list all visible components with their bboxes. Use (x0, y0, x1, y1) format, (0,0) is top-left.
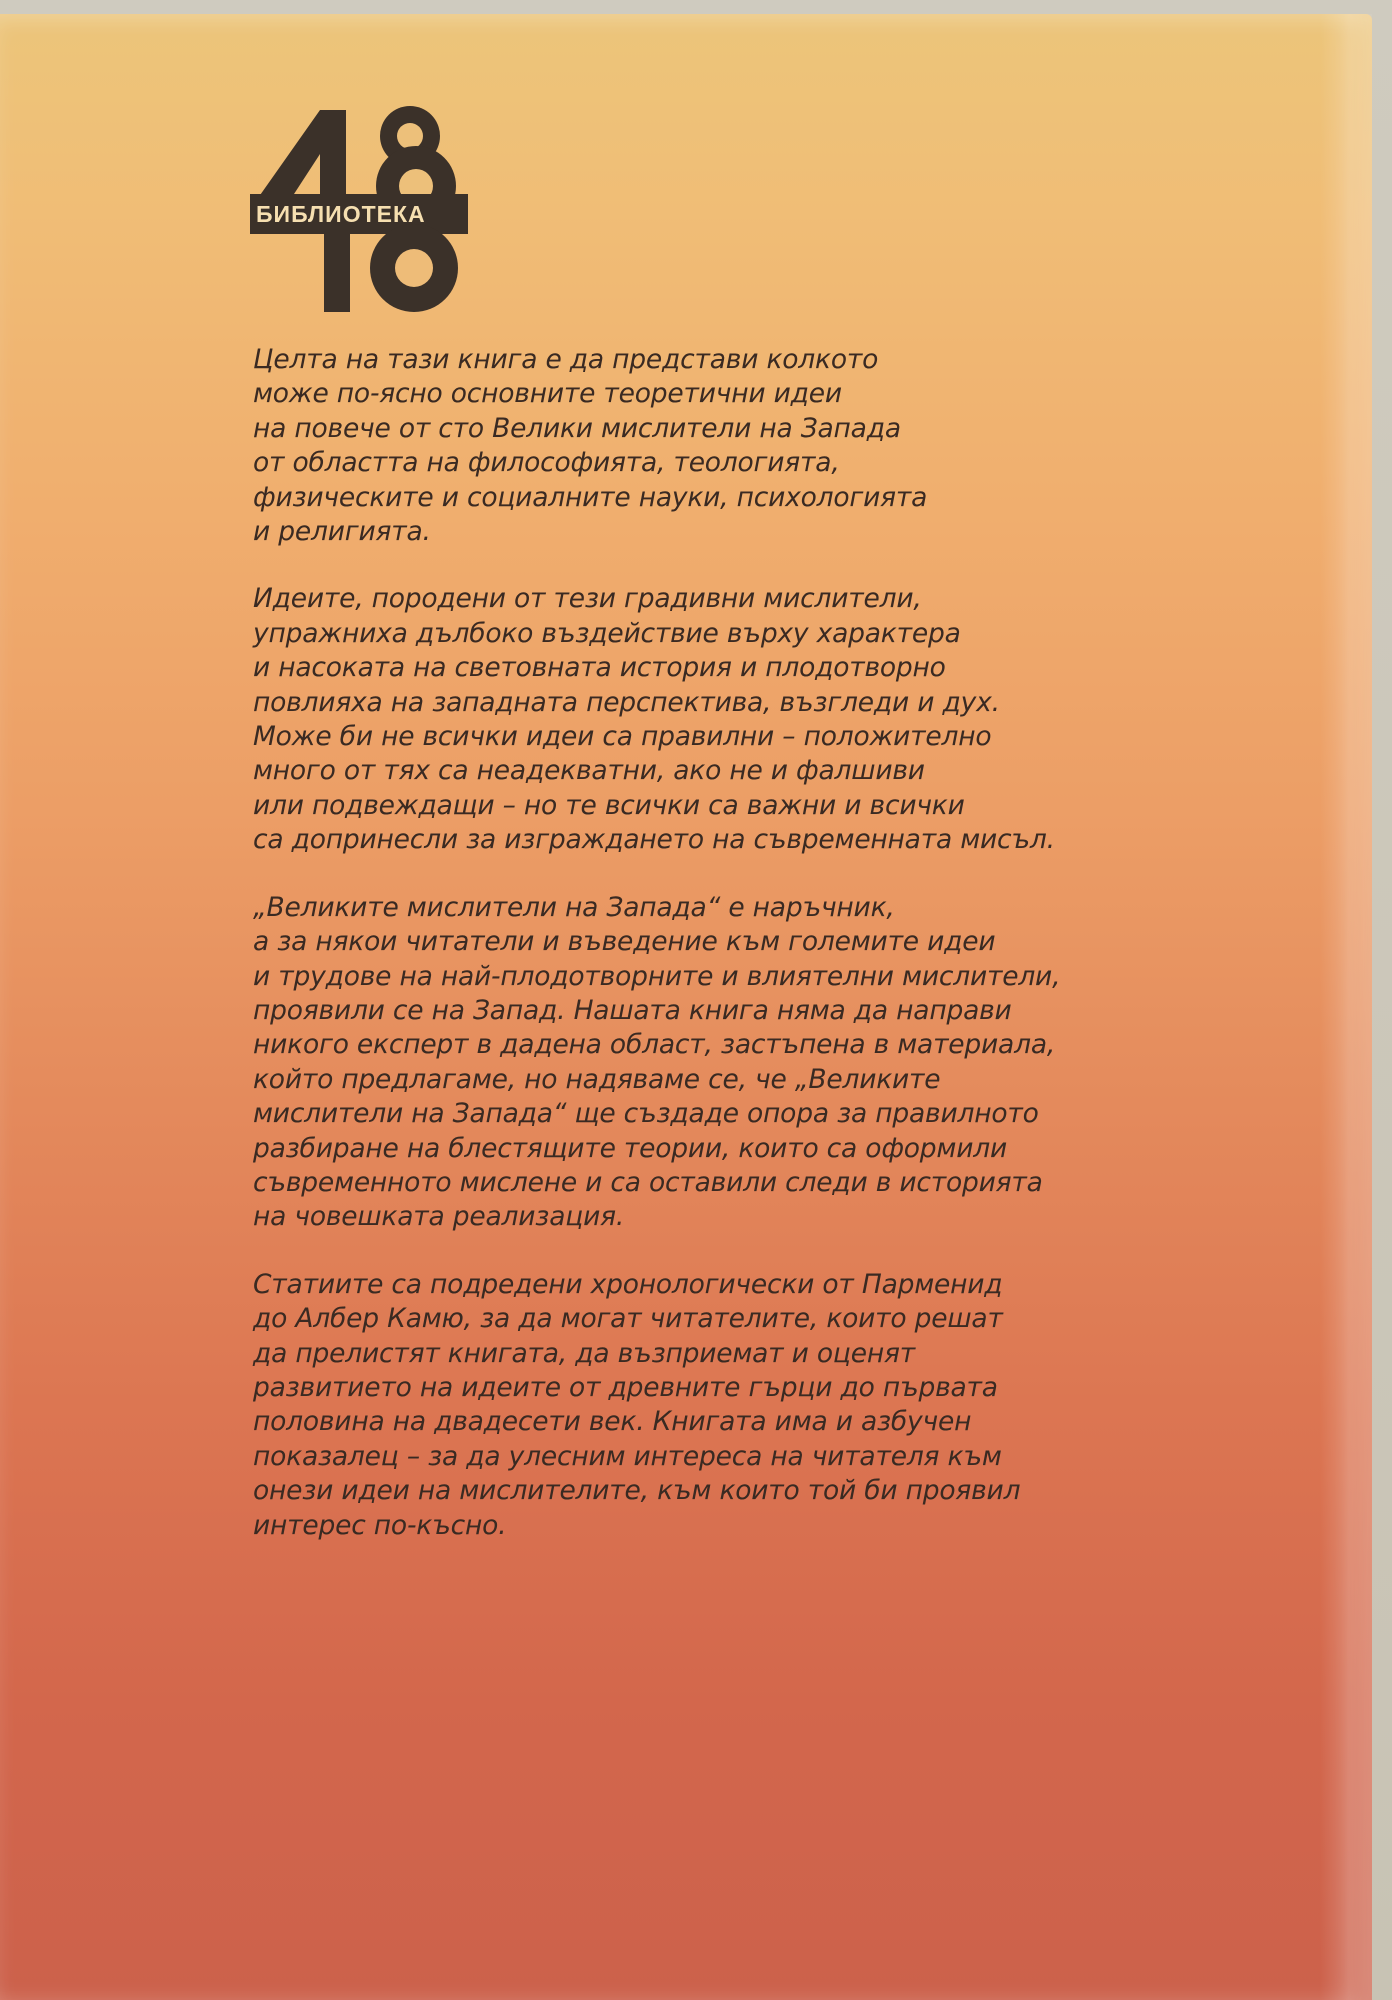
blurb-line: и насоката на световната история и плодотворно (253, 652, 946, 684)
blurb-line: Целта на тази книга е да представи колкото (253, 344, 879, 375)
blurb-line: който предлагаме, но надяваме се, че „Великите (253, 1063, 941, 1095)
blurb-line: упражниха дълбоко въздействие върху характера (253, 617, 961, 649)
blurb-line: показалец – за да улесним интереса на читателя към (253, 1440, 1002, 1472)
blurb-line: никого експерт в дадена област, застъпена в материала, (253, 1029, 1056, 1061)
blurb-line: Статиите са подредени хронологически от Парменид (253, 1268, 1003, 1300)
blurb-line: половина на двадесети век. Книгата има и азбучен (253, 1406, 972, 1438)
blurb-line: мислители на Запада“ ще създаде опора за правилното (253, 1098, 1039, 1130)
blurb-line: а за някои читатели и въведение към големите идеи (253, 926, 996, 958)
blurb-line: „Великите мислители на Запада“ е наръчник, (253, 891, 895, 923)
blurb-paragraph (253, 1268, 1253, 1543)
blurb-paragraph (253, 582, 1253, 857)
blurb-line: много от тях са неадекватни, ако не и фалшиви (253, 755, 925, 787)
blurb-line: разбиране на блестящите теории, които са оформили (253, 1132, 1007, 1164)
blurb-line: проявили се на Запад. Нашата книга няма да направи (253, 994, 1012, 1026)
blurb-line: и трудове на най-плодотворните и влиятелни мислители, (253, 960, 1061, 992)
blurb-line: може по-ясно основните теоретични идеи (253, 378, 842, 410)
blurb-line: на човешката реализация. (253, 1201, 625, 1233)
blurb-line: Може би не всички идеи са правилни – положително (253, 721, 992, 753)
blurb-line: или подвеждащи – но те всички са важни и всички (253, 789, 965, 821)
blurb-paragraph (253, 343, 1253, 549)
blurb-line: физическите и социалните науки, психологията (253, 481, 928, 513)
blurb-line: интерес по-късно. (253, 1509, 507, 1541)
blurb-text (253, 343, 1253, 1576)
blurb-line: онези идеи на мислителите, към които той би проявил (253, 1475, 1021, 1507)
blurb-line: от областта на философията, теологията, (253, 447, 840, 479)
blurb-line: са допринесли за изграждането на съвременната мисъл. (253, 824, 1055, 856)
blurb-line: на повече от сто Велики мислители на Запада (253, 412, 901, 444)
library-48-logo (250, 102, 490, 314)
logo-label-bar (250, 194, 468, 234)
blurb-paragraph (253, 891, 1253, 1235)
blurb-line: и религията. (253, 516, 431, 548)
blurb-line: Идеите, породени от тези градивни мислители, (253, 583, 922, 615)
blurb-line: повлияха на западната перспектива, възгледи и дух. (253, 686, 1000, 718)
blurb-line: развитието на идеите от древните гърци до първата (253, 1371, 998, 1403)
blurb-line: да прелистят книгата, да възприемат и оценят (253, 1337, 915, 1369)
logo-label: БИБЛИОТЕКА (256, 200, 426, 227)
blurb-line: съвременното мислене и са оставили следи в историята (253, 1166, 1043, 1198)
blurb-line: до Албер Камю, за да могат читателите, които решат (253, 1303, 1003, 1335)
